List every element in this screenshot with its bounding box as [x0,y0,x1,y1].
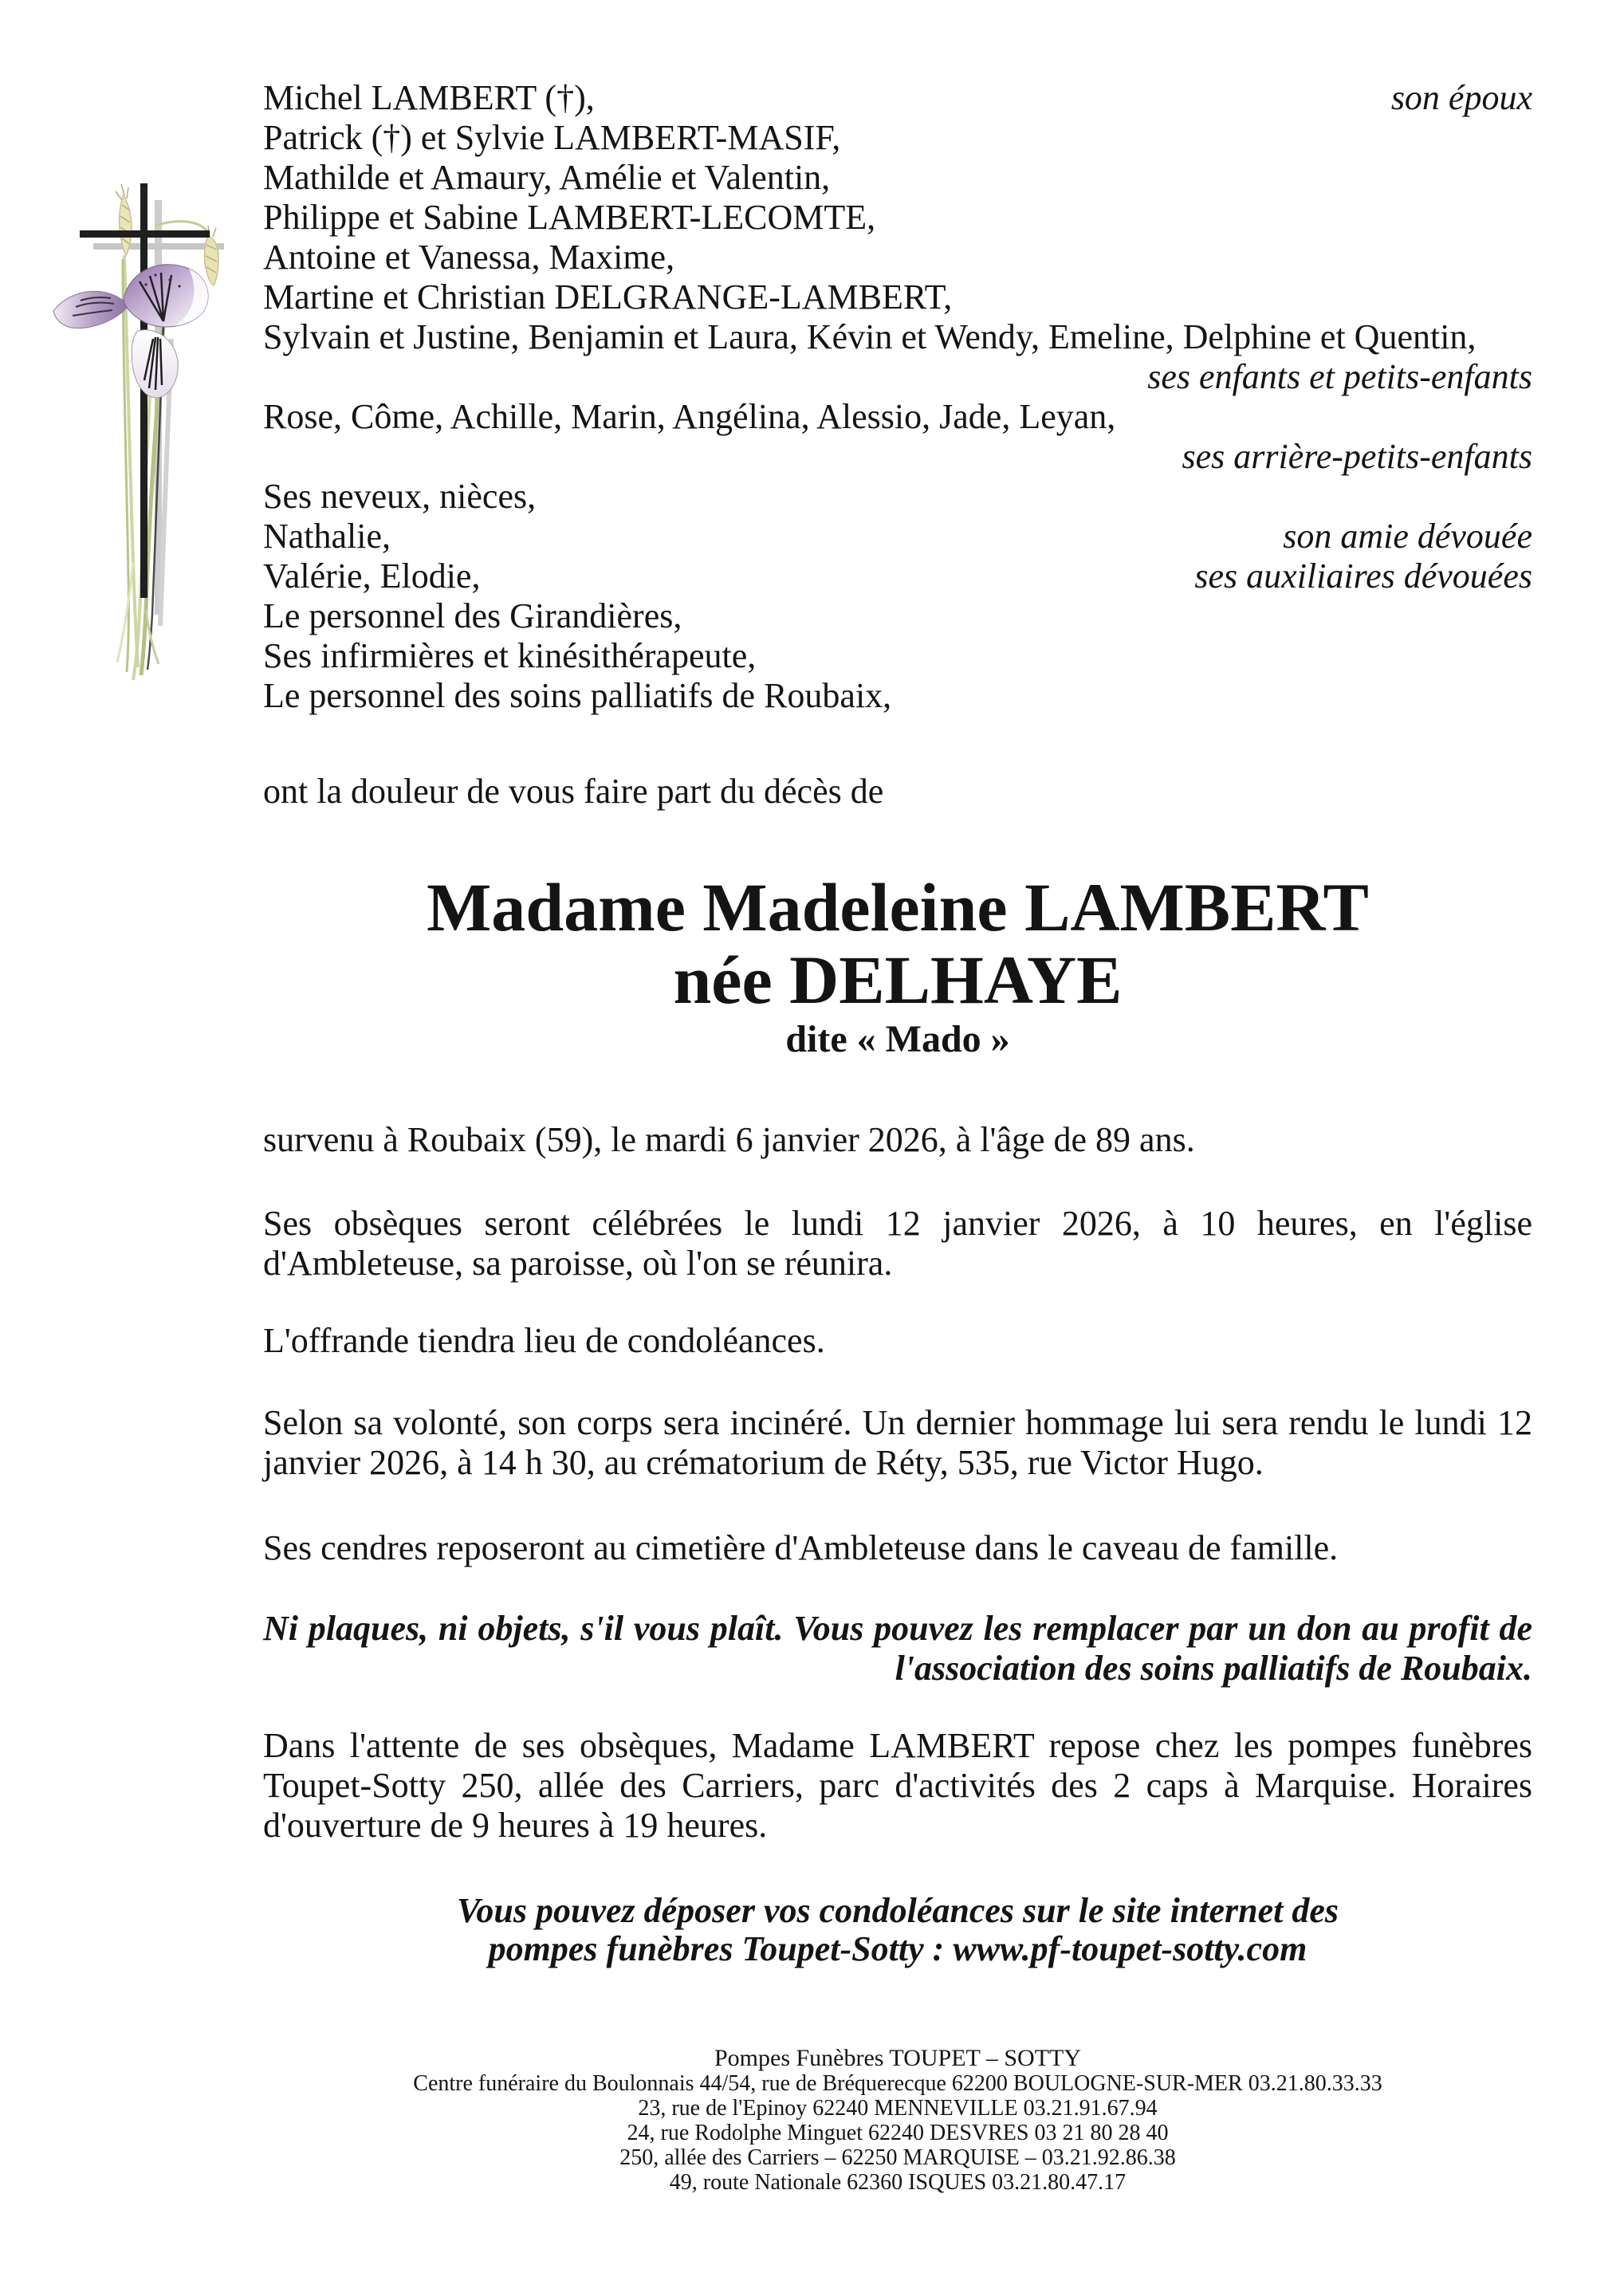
condolences-line-1: Vous pouvez déposer vos condoléances sur le site internet des [456,1891,1339,1930]
funeral-home-name: Pompes Funèbres TOUPET – SOTTY [714,2045,1082,2071]
cross-lily-wheat-graphic [44,179,231,690]
repose-line-2: Toupet-Sotty 250, allée des Carriers, parc d'activités des 2 caps à Marquise. Horaires [263,1766,1532,1805]
family-names: Antoine et Vanessa, Maxime, [263,238,675,277]
address-line: 24, rue Rodolphe Minguet 62240 DESVRES 03 21 80 28 40 [627,2121,1169,2145]
cremation-line-1: Selon sa volonté, son corps sera incinéré. Un dernier hommage lui sera rendu le lundi 12 [263,1403,1532,1442]
family-row [263,158,1532,198]
family-names: Patrick (†) et Sylvie LAMBERT-MASIF, [263,118,841,157]
family-row [263,118,1532,158]
family-list [263,78,1532,716]
cremation-line-2: janvier 2026, à 14 h 30, au crématorium de Réty, 535, rue Victor Hugo. [263,1443,1264,1482]
family-row [263,357,1532,397]
address-line: 250, allée des Carriers – 62250 MARQUISE – 03.21.92.86.38 [619,2145,1176,2170]
family-row [263,517,1532,556]
address-line: 49, route Nationale 62360 ISQUES 03.21.80.47.17 [669,2170,1127,2195]
cremation-paragraph [263,1403,1532,1483]
funeral-line-1: Ses obsèques seront célébrées le lundi 12 janvier 2026, à 10 heures, en l'église [263,1204,1532,1243]
family-row [263,437,1532,477]
family-row [263,636,1532,676]
family-names: Rose, Côme, Achille, Marin, Angélina, Alessio, Jade, Leyan, [263,397,1116,436]
family-row [263,596,1532,636]
relation-label: ses arrière-petits-enfants [1182,437,1532,476]
family-row [263,676,1532,716]
family-names: Sylvain et Justine, Benjamin et Laura, Kévin et Wendy, Emeline, Delphine et Quentin, [263,317,1477,356]
family-row [263,198,1532,238]
family-names: Martine et Christian DELGRANGE-LAMBERT, [263,277,953,316]
relation-label: ses auxiliaires dévouées [1194,556,1532,596]
calla-lily-left [53,291,128,328]
relation-label: ses enfants et petits-enfants [1147,357,1532,396]
family-row [263,277,1532,317]
family-row [263,397,1532,437]
family-names: Nathalie, [263,517,391,556]
donation-line-2: l'association des soins palliatifs de Roubaix. [895,1649,1532,1688]
family-names: Ses infirmières et kinésithérapeute, [263,636,757,675]
funeral-home-addresses [263,2071,1532,2195]
family-names: Valérie, Elodie, [263,556,481,596]
funeral-paragraph [263,1204,1532,1284]
condolences-line-2-website: pompes funèbres Toupet-Sotty : www.pf-toupet-sotty.com [488,1929,1307,1968]
deceased-name: Madame Madeleine LAMBERT [427,869,1369,946]
family-names: Michel LAMBERT (†), [263,78,595,117]
repose-line-3: d'ouverture de 9 heures à 19 heures. [263,1806,768,1845]
offering-line: L'offrande tiendra lieu de condoléances. [263,1321,825,1360]
family-names: Ses neveux, nièces, [263,477,537,516]
intro-line: ont la douleur de vous faire part du décès de [263,772,884,811]
relation-label: son époux [1390,78,1532,117]
family-row [263,317,1532,357]
family-row [263,556,1532,596]
cross-horizontal [80,230,210,238]
donation-line-1: Ni plaques, ni objets, s'il vous plaît. Vous pouvez les remplacer par un don au profit de [263,1609,1532,1648]
repose-line-1: Dans l'attente de ses obsèques, Madame LAMBERT repose chez les pompes funèbres [263,1726,1532,1765]
address-line: 23, rue de l'Epinoy 62240 MENNEVILLE 03.21.91.67.94 [638,2096,1158,2121]
family-names: Philippe et Sabine LAMBERT-LECOMTE, [263,198,876,237]
family-row [263,238,1532,277]
family-row [263,78,1532,118]
address-line: Centre funéraire du Boulonnais 44/54, rue de Bréquerecque 62200 BOULOGNE-SUR-MER 03.21.80.33.33 [413,2071,1382,2096]
repose-paragraph [263,1726,1532,1846]
funeral-line-2: d'Ambleteuse, sa paroisse, où l'on se réunira. [263,1244,893,1283]
online-condolences-paragraph [263,1892,1532,1968]
death-details-line: survenu à Roubaix (59), le mardi 6 janvier 2026, à l'âge de 89 ans. [263,1120,1195,1159]
family-names: Mathilde et Amaury, Amélie et Valentin, [263,158,831,197]
family-names: Le personnel des Girandières, [263,596,682,635]
deceased-maiden-name: née DELHAYE [673,942,1123,1018]
wheat-ear-right [205,235,219,285]
family-row [263,477,1532,517]
donation-request-paragraph [263,1609,1532,1689]
family-names: Le personnel des soins palliatifs de Roubaix, [263,676,892,715]
relation-label: son amie dévouée [1283,517,1532,556]
ashes-line: Ses cendres reposeront au cimetière d'Ambleteuse dans le caveau de famille. [263,1528,1339,1567]
deceased-nickname: dite « Mado » [785,1018,1010,1060]
